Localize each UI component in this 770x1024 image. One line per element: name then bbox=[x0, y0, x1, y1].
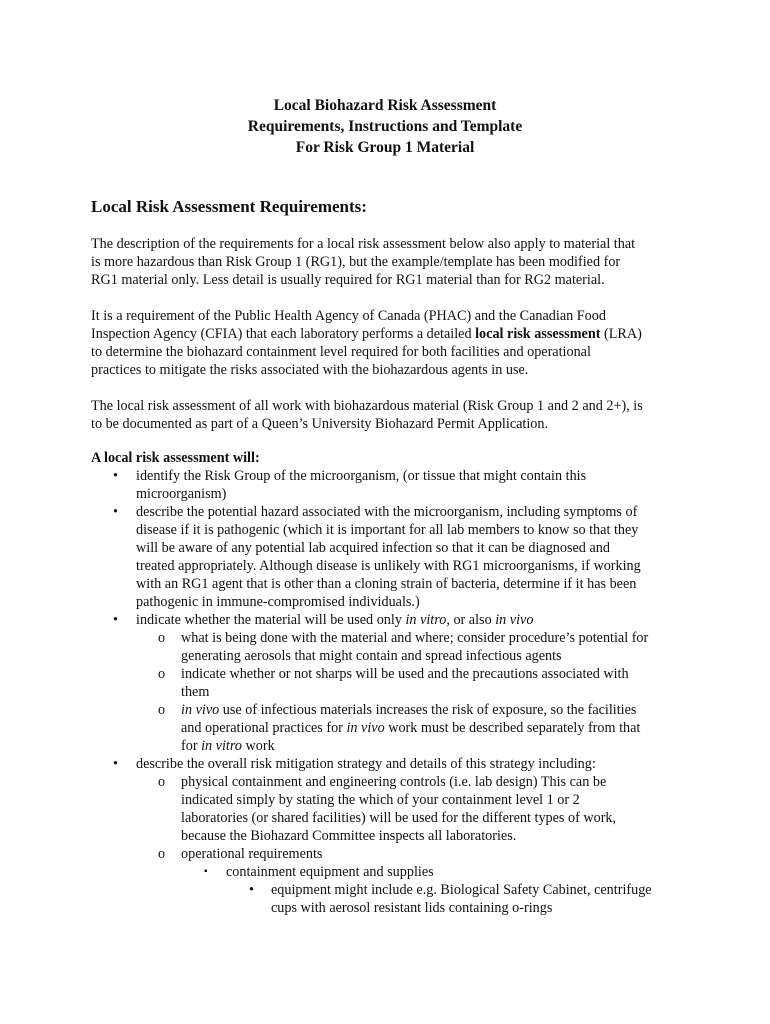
circle-marker: o bbox=[158, 702, 166, 718]
circle-marker: o bbox=[158, 630, 166, 646]
list-item: ▪ containment equipment and supplies bbox=[204, 864, 434, 880]
section-heading: Local Risk Assessment Requirements: bbox=[91, 197, 367, 216]
bullet-marker: • bbox=[249, 882, 254, 898]
list-item: • indicate whether the material will be used only in vitro, or also in vivo bbox=[113, 612, 534, 628]
list-item: • describe the overall risk mitigation strategy and details of this strategy including: bbox=[113, 756, 596, 772]
list-item: • describe the potential hazard associated with the microorganism, including symptoms of disease if it is pathogenic (which it is important for all lab members to know so that they will be aware of any potential lab acquired infection so that it can be diagnosed and treated appropriately. Although disease is unlikely with RG1 microorganisms, if working with an RG1 agent that is other than a cloning strain of bacteria, determine if it has been pathogenic in immune-compromised individuals.) bbox=[113, 504, 641, 610]
bullet-marker: • bbox=[113, 468, 118, 484]
title-line-3: For Risk Group 1 Material bbox=[295, 139, 475, 156]
list-item: • identify the Risk Group of the microorganism, (or tissue that might contain this microorganism) bbox=[113, 468, 587, 502]
bullet-marker: • bbox=[113, 504, 118, 520]
paragraph-2: It is a requirement of the Public Health Agency of Canada (PHAC) and the Canadian Food Inspection Agency (CFIA) that each laboratory performs a detailed local risk assessment (LRA) to determine the biohazard containment level required for both facilities and operational practices to mitigate the risks associated with the biohazardous agents in use. bbox=[91, 308, 642, 378]
paragraph-3: The local risk assessment of all work with biohazardous material (Risk Group 1 and 2 and 2+), is to be documented as part of a Queen’s University Biohazard Permit Application. bbox=[91, 398, 643, 432]
list-item: o what is being done with the material and where; consider procedure’s potential for generating aerosols that might contain and spread infectious agents bbox=[158, 630, 649, 664]
list-item: o operational requirements bbox=[158, 846, 323, 862]
lra-term: local risk assessment bbox=[475, 326, 601, 342]
circle-marker: o bbox=[158, 846, 166, 862]
square-marker: ▪ bbox=[204, 866, 208, 877]
paragraph-1: The description of the requirements for a local risk assessment below also apply to material that is more hazardous than Risk Group 1 (RG1), but the example/template has been modified for RG1 material only. Less detail is usually required for RG1 material than for RG2 material. bbox=[91, 236, 636, 288]
bullet-marker: • bbox=[113, 612, 118, 628]
document-title bbox=[0, 95, 770, 158]
circle-marker: o bbox=[158, 774, 166, 790]
requirements-list bbox=[0, 467, 770, 917]
list-heading: A local risk assessment will: bbox=[91, 450, 260, 466]
circle-marker: o bbox=[158, 666, 166, 682]
list-item: o indicate whether or not sharps will be used and the precautions associated with them bbox=[158, 666, 629, 700]
title-line-2: Requirements, Instructions and Template bbox=[247, 118, 523, 135]
list-item: o physical containment and engineering controls (i.e. lab design) This can be indicated simply by stating the which of your containment level 1 or 2 laboratories (or shared facilities) will be used for the different types of work, because the Biohazard Committee inspects all laboratories. bbox=[158, 774, 617, 844]
bullet-marker: • bbox=[113, 756, 118, 772]
list-item: o in vivo use of infectious materials increases the risk of exposure, so the facilities and operational practices for in vivo work must be described separately from that for in vitro work bbox=[158, 702, 641, 754]
title-line-1: Local Biohazard Risk Assessment bbox=[273, 97, 497, 114]
list-item: • equipment might include e.g. Biological Safety Cabinet, centrifuge cups with aerosol resistant lids containing o-rings bbox=[249, 882, 652, 916]
